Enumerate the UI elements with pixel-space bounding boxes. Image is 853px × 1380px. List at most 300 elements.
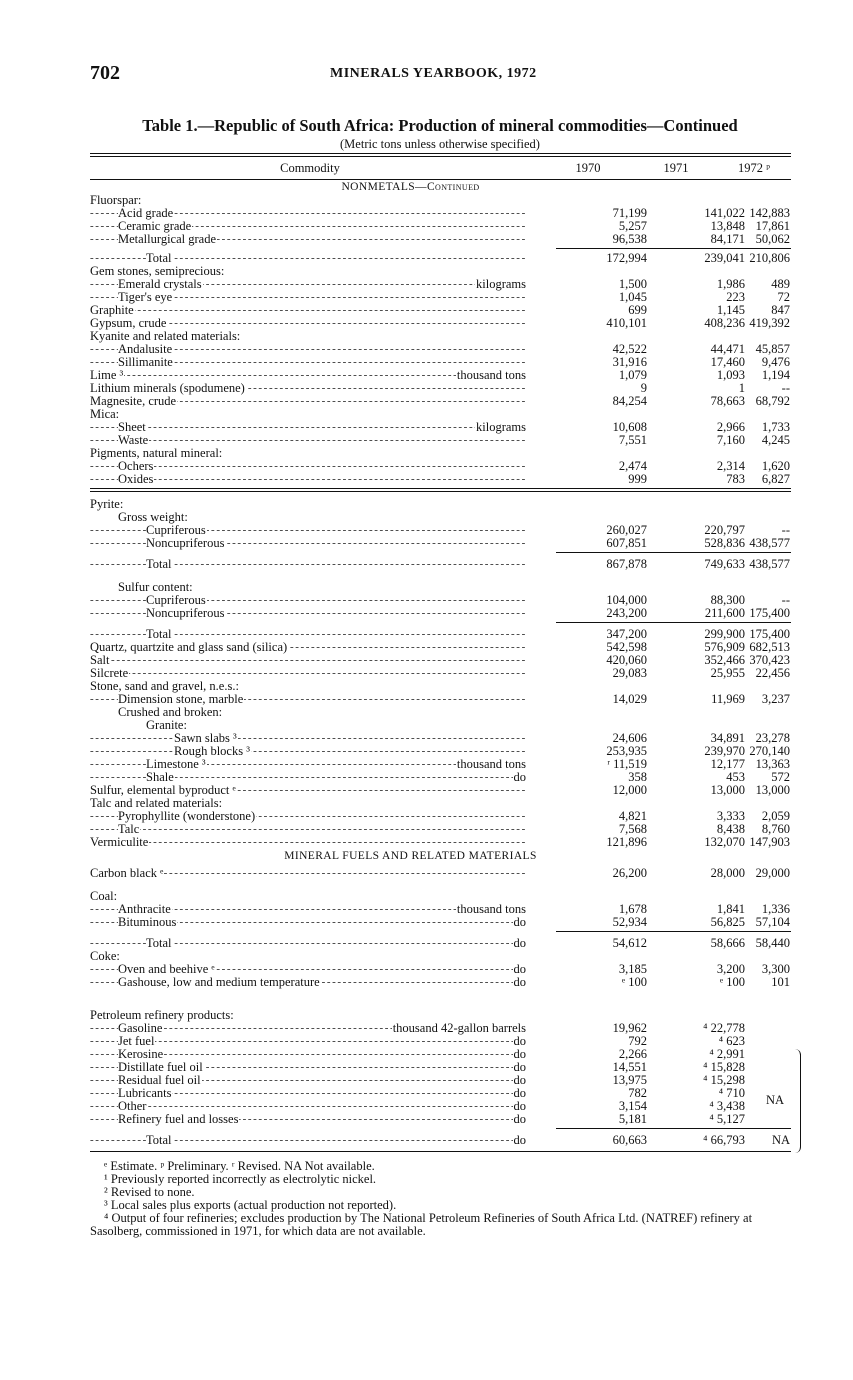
table-row [90,706,791,719]
section-heading-text: MINERAL FUELS AND RELATED MATERIALS [284,850,537,862]
value-1970: 542,598 [606,640,647,654]
commodity-name: Kerosine [118,1048,164,1061]
value-1972: 9,476 [761,355,790,369]
table-row [90,278,791,291]
commodity-name: Pyrite: [90,498,124,511]
table-row [90,823,791,836]
value-1971: ⁴ 5,127 [709,1112,745,1126]
value-1971: 749,633 [704,557,745,571]
value-1972: 17,861 [755,219,790,233]
value-1972: 175,400 [749,627,790,641]
value-1972: 29,000 [755,866,790,880]
row-label [90,252,526,265]
row-gap [90,1126,791,1134]
value-1971: 2,314 [716,459,745,473]
col-1972: 1972 ᵖ [737,161,770,175]
value-1971: 56,825 [710,915,745,929]
row-label [90,719,526,732]
value-1970: 9 [640,381,647,395]
commodity-name: Sawn slabs ³ [174,732,237,745]
row-label [90,1134,526,1147]
footnotes [90,1160,795,1238]
value-1972: 8,760 [761,822,790,836]
table-row [90,1048,791,1061]
value-1972: 1,620 [761,459,790,473]
row-gap [90,989,791,1009]
table-row [90,581,791,594]
row-label [90,524,526,537]
unit-label: do [513,771,526,784]
table-row [90,498,791,511]
commodity-name: Gasoline [118,1022,163,1035]
table-row [90,233,791,246]
value-1970: 12,000 [612,783,647,797]
value-1971: 3,333 [716,809,745,823]
row-label [90,1113,526,1126]
commodity-name: Distillate fuel oil [118,1061,203,1074]
value-1970: 3,154 [618,1099,647,1113]
unit-label: do [513,1061,526,1074]
value-1972: 2,059 [761,809,790,823]
value-1972: 1,194 [761,368,790,382]
row-label [90,304,526,317]
row-label [90,1022,526,1035]
value-1971: 25,955 [710,666,745,680]
row-label [90,706,526,719]
row-label [90,343,526,356]
row-label [90,594,526,607]
table-row [90,1035,791,1048]
row-label [90,732,526,745]
value-1970: 26,200 [612,866,647,880]
value-1971: 7,160 [716,433,745,447]
table-row [90,395,791,408]
value-1971: 13,000 [710,783,745,797]
row-label [90,963,526,976]
value-1971: ᵉ 100 [719,975,745,989]
row-label [90,797,526,810]
unit-label: do [513,1035,526,1048]
row-gap [90,880,791,890]
column-header [90,157,791,179]
value-1970: ʳ 11,519 [607,757,647,771]
value-1972: 1,336 [761,902,790,916]
value-1972: 210,806 [749,251,790,265]
value-1970: 5,257 [618,219,647,233]
table-row [90,408,791,421]
table-row [90,641,791,654]
row-label [90,408,526,421]
commodity-name: Lubricants [118,1087,172,1100]
value-1970: 29,083 [612,666,647,680]
table-row [90,1134,791,1147]
table-row [90,317,791,330]
commodity-name: Total [146,937,172,950]
value-1971: 88,300 [710,593,745,607]
unit-label: thousand tons [456,369,526,382]
value-1971: 1,145 [716,303,745,317]
unit-label: do [513,1134,526,1147]
value-1970: 1,500 [618,277,647,291]
row-label [90,784,526,797]
unit-label: thousand 42-gallon barrels [392,1022,526,1035]
commodity-name: Cupriferous [146,594,206,607]
commodity-name: Total [146,628,172,641]
commodity-name: Other [118,1100,147,1113]
row-label [90,421,526,434]
commodity-name: Waste [118,434,149,447]
table-row [90,511,791,524]
value-1970: 13,975 [612,1073,647,1087]
value-1971: 84,171 [710,232,745,246]
row-gap [90,550,791,558]
row-label [90,434,526,447]
value-1971: ⁴ 3,438 [709,1099,745,1113]
row-label [90,810,526,823]
unit-label: kilograms [476,278,526,291]
value-1971: 783 [726,472,745,486]
value-1970: 607,851 [606,536,647,550]
brace-na-value: NA [766,1093,785,1107]
col-1971: 1971 [663,161,689,175]
value-1971: 2,966 [716,420,745,434]
table-row [90,558,791,571]
row-label [90,903,526,916]
unit-label: do [513,963,526,976]
table-row [90,667,791,680]
row-label [90,1009,526,1022]
table-row [90,937,791,950]
commodity-name: Sulfur, elemental byproduct ᵉ [90,784,236,797]
value-1971: ⁴ 710 [718,1086,745,1100]
unit-label: do [513,1100,526,1113]
table-row [90,537,791,550]
commodity-name: Silcrete [90,667,129,680]
commodity-name: Gross weight: [118,511,188,524]
row-label [90,1100,526,1113]
value-1970: 121,896 [606,835,647,849]
value-1970: 2,266 [618,1047,647,1061]
row-label [90,291,526,304]
row-label [90,1048,526,1061]
value-1970: ᵉ 100 [621,975,647,989]
table-row [90,460,791,473]
table-subtitle: (Metric tons unless otherwise specified) [340,137,540,151]
table-row [90,771,791,784]
value-1971: 1 [738,381,745,395]
section-heading [30,180,791,194]
value-1971: 1,841 [716,902,745,916]
commodity-name: Petroleum refinery products: [90,1009,234,1022]
commodity-name: Ceramic grade [118,220,192,233]
running-head: MINERALS YEARBOOK, 1972 [330,66,537,81]
commodity-name: Graphite [90,304,134,317]
row-label [90,693,526,706]
table-row [90,207,791,220]
value-1972: 1,733 [761,420,790,434]
commodity-name: Talc [118,823,140,836]
table-row [90,719,791,732]
row-label [90,916,526,929]
value-1971: ⁴ 15,298 [703,1073,745,1087]
table-row [90,607,791,620]
commodity-name: Cupriferous [146,524,206,537]
table-row [90,784,791,797]
commodity-name: Rough blocks ³ [174,745,250,758]
table-row [90,903,791,916]
row-label [90,330,526,343]
footnote: ⁴ Output of four refineries; excludes production by The National Petroleum Refineries of South Africa Ltd. (NATREF) refinery at Sasolberg, commissioned in 1971, for which data are not available. [90,1211,753,1238]
row-label [90,654,526,667]
value-1970: 31,916 [612,355,647,369]
row-label [90,233,526,246]
commodity-name: Salt [90,654,110,667]
commodity-name: Tiger's eye [118,291,173,304]
commodity-name: Lime ³ [90,369,124,382]
unit-label: do [513,916,526,929]
value-1971: 352,466 [704,653,745,667]
value-1970: 14,551 [612,1060,647,1074]
row-label [90,680,526,693]
table-row [90,810,791,823]
unit-label: do [513,1048,526,1061]
commodity-name: Oxides [118,473,154,486]
value-1970: 1,045 [618,290,647,304]
value-1971: 1,093 [716,368,745,382]
table-row [90,976,791,989]
table-row [90,916,791,929]
table-row [90,594,791,607]
value-1970: 347,200 [606,627,647,641]
table-row [90,291,791,304]
table-row [90,1100,791,1113]
row-label [90,823,526,836]
row-label [90,836,526,849]
commodity-name: Anthracite [118,903,171,916]
row-label [90,498,526,511]
table-row [90,524,791,537]
table-row [90,797,791,810]
row-label [90,317,526,330]
table-row [90,732,791,745]
value-1972: 45,857 [755,342,790,356]
table-row [90,1061,791,1074]
value-1972: NA [771,1133,790,1147]
table-row [90,356,791,369]
value-1972: 3,237 [761,692,790,706]
row-label [90,758,526,771]
value-1972: 419,392 [749,316,790,330]
table-row [90,447,791,460]
value-1971: 576,909 [704,640,745,654]
row-label [90,278,526,291]
table-row [90,867,791,880]
table-row [90,194,791,207]
value-1970: 4,821 [618,809,647,823]
commodity-name: Acid grade [118,207,174,220]
commodity-name: Total [146,252,172,265]
value-1971: 34,891 [710,731,745,745]
value-1972: -- [781,381,790,395]
value-1971: 141,022 [704,206,745,220]
total-rule [556,248,791,249]
value-1970: 253,935 [606,744,647,758]
commodity-name: Crushed and broken: [118,706,223,719]
row-label [90,194,526,207]
value-1970: 24,606 [612,731,647,745]
commodity-name: Gypsum, crude [90,317,167,330]
value-1970: 358 [628,770,647,784]
row-gap [90,571,791,581]
value-1971: 453 [726,770,745,784]
value-1971: 1,986 [716,277,745,291]
commodity-name: Magnesite, crude [90,395,177,408]
value-1972: 4,245 [761,433,790,447]
col-commodity: Commodity [280,161,340,175]
value-1971: 528,836 [704,536,745,550]
value-1970: 52,934 [612,915,647,929]
table-row [90,343,791,356]
commodity-name: Carbon black ᵉ [90,867,164,880]
value-1971: ⁴ 66,793 [703,1133,745,1147]
row-gap [90,486,791,498]
commodity-name: Refinery fuel and losses [118,1113,239,1126]
table-row [90,1113,791,1126]
commodity-name: Shale [146,771,174,784]
commodity-name: Quartz, quartzite and glass sand (silica) [90,641,288,654]
value-1970: 867,878 [606,557,647,571]
section-heading [30,849,791,863]
value-1970: 420,060 [606,653,647,667]
value-1970: 60,663 [612,1133,647,1147]
value-1970: 1,678 [618,902,647,916]
value-1970: 260,027 [606,523,647,537]
row-label [90,867,526,880]
commodity-name: Emerald crystals [118,278,202,291]
row-label [90,382,526,395]
table-row [90,680,791,693]
commodity-name: Pyrophyllite (wonderstone) [118,810,256,823]
row-label [90,447,526,460]
table-row [90,745,791,758]
value-1972: 57,104 [755,915,790,929]
value-1972: 147,903 [749,835,790,849]
col-1970: 1970 [575,161,601,175]
row-label [90,641,526,654]
value-1972: 58,440 [755,936,790,950]
commodity-name: Coke: [90,950,120,963]
row-gap [90,929,791,937]
value-1970: 7,568 [618,822,647,836]
value-1972: 6,827 [761,472,790,486]
row-label [90,558,526,571]
row-label [90,511,526,524]
value-1970: 7,551 [618,433,647,447]
table-row [90,950,791,963]
value-1970: 14,029 [612,692,647,706]
unit-label: thousand tons [456,758,526,771]
table-row [90,1022,791,1035]
value-1971: 211,600 [704,606,745,620]
commodity-name: Bituminous [118,916,177,929]
table-row [90,473,791,486]
value-1972: 438,577 [749,536,790,550]
value-1970: 243,200 [606,606,647,620]
value-1970: 172,994 [606,251,647,265]
value-1972: 23,278 [755,731,790,745]
value-1972: 142,883 [749,206,790,220]
unit-label: do [513,1113,526,1126]
commodity-name: Stone, sand and gravel, n.e.s.: [90,680,239,693]
commodity-name: Pigments, natural mineral: [90,447,223,460]
value-1970: 1,079 [618,368,647,382]
commodity-name: Noncupriferous [146,607,225,620]
row-label [90,356,526,369]
commodity-name: Vermiculite [90,836,149,849]
table-row [90,693,791,706]
table-row [90,758,791,771]
value-1971: 299,900 [704,627,745,641]
value-1971: ⁴ 22,778 [703,1021,745,1035]
row-label [90,1035,526,1048]
row-label [90,460,526,473]
value-1972: 13,000 [755,783,790,797]
row-label [90,1061,526,1074]
footnote: ¹ Previously reported incorrectly as electrolytic nickel. [104,1172,377,1186]
unit-label: do [513,976,526,989]
value-1970: 71,199 [612,206,647,220]
value-1972: 847 [771,303,790,317]
total-rule [556,622,791,623]
value-1970: 782 [628,1086,647,1100]
unit-label: kilograms [476,421,526,434]
commodity-name: Jet fuel [118,1035,155,1048]
table-row [90,434,791,447]
commodity-name: Residual fuel oil [118,1074,201,1087]
row-label [90,1074,526,1087]
table-row [90,421,791,434]
commodity-name: Gem stones, semiprecious: [90,265,225,278]
value-1970: 999 [628,472,647,486]
commodity-name: Gashouse, low and medium temperature [118,976,320,989]
row-label [90,265,526,278]
commodity-name: Coal: [90,890,118,903]
value-1970: 3,185 [618,962,647,976]
table-row [90,628,791,641]
commodity-name: Sulfur content: [118,581,193,594]
value-1971: 239,970 [704,744,745,758]
value-1970: 19,962 [612,1021,647,1035]
value-1971: 3,200 [716,962,745,976]
footnote: ᵉ Estimate. ᵖ Preliminary. ʳ Revised. NA Not available. [104,1159,375,1173]
row-label [90,607,526,620]
commodity-name: Granite: [146,719,187,732]
value-1972: -- [781,523,790,537]
value-1971: 17,460 [710,355,745,369]
value-1971: 12,177 [710,757,745,771]
value-1972: 68,792 [755,394,790,408]
value-1970: 5,181 [618,1112,647,1126]
row-label [90,207,526,220]
table-body [90,180,791,1152]
row-label [90,537,526,550]
value-1971: 8,438 [716,822,745,836]
commodity-name: Lithium minerals (spodumene) [90,382,245,395]
value-1971: ⁴ 2,991 [709,1047,745,1061]
value-1972: 489 [771,277,790,291]
table-row [90,836,791,849]
commodity-name: Talc and related materials: [90,797,223,810]
